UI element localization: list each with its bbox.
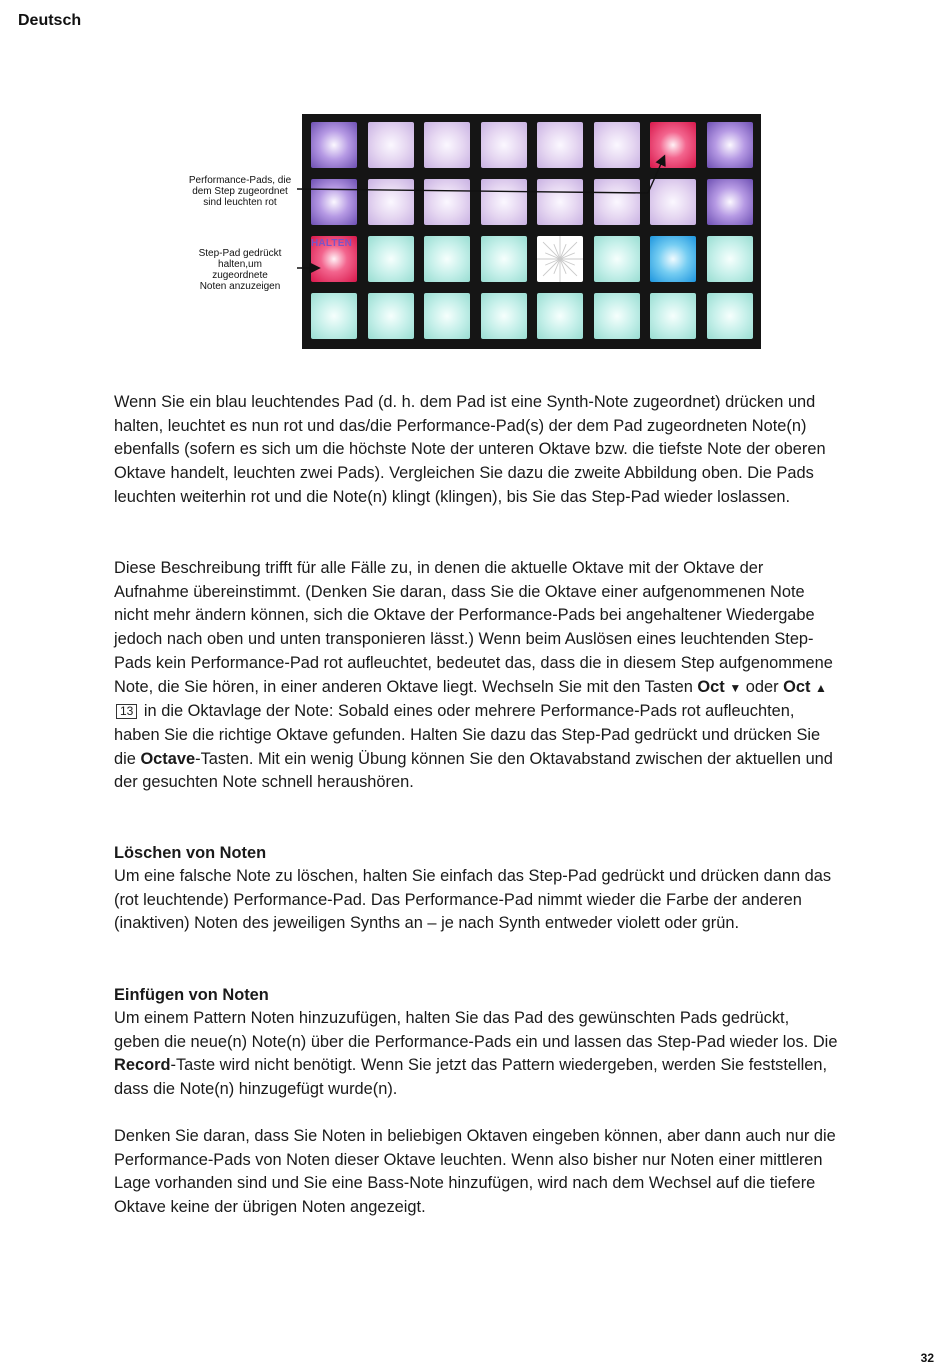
section-insert-text-b: -Taste wird nicht benötigt. Wenn Sie jetzt das Pattern wiedergeben, werden Sie feststellen, dass die Note(n) hinzugefügt wurde(n). (114, 1056, 828, 1099)
page-number: 32 (920, 1351, 934, 1365)
paragraph-2-text-b: in die Oktavlage der Note: Sobald eines oder mehrere Performance-Pads rot aufleuchten, haben Sie die richtige Oktave gefunden. Halten Sie dazu das Step-Pad gedrückt und drücken Sie die (114, 702, 821, 768)
section-heading-insert: Einfügen von Noten (114, 986, 269, 1004)
callout-line: Noten anzuzeigen (199, 281, 281, 292)
reference-number-box: 13 (116, 704, 137, 719)
paragraph-1-text: Wenn Sie ein blau leuchtendes Pad (d. h. dem Pad ist eine Synth-Note zugeordnet) drücken und halten, leuchtet es nun rot und das/die Performance-Pad(s) der dem Pad zugeordneten Note(n) ebenfalls (sofern es sich um die höchste Note der unteren Oktave bzw. die tiefste Note der oberen Oktave handelt, leuchten zwei Pads). Vergleichen Sie dazu die zweite Abbildung oben. Die Pads leuchten weiterhin rot und die Note(n) klingt (klingen), bis Sie das Step-Pad wieder loslassen. (114, 393, 826, 506)
section-delete-text (114, 865, 838, 936)
callout-line: zugeordnete (212, 270, 268, 281)
up-arrow-icon: ▲ (815, 680, 827, 695)
section-heading-delete: Löschen von Noten (114, 844, 267, 862)
or-word: oder (741, 677, 784, 696)
performance-arrow-horizontal (297, 189, 648, 193)
octave-key-label: Octave (140, 749, 196, 768)
language-label: Deutsch (18, 12, 82, 29)
callout-arrows (0, 0, 950, 380)
paragraph-1 (114, 391, 838, 510)
callout-line: dem Step zugeordnet (192, 186, 288, 197)
section-insert-paragraph-2: Denken Sie daran, dass Sie Noten in beliebigen Oktaven eingeben können, aber dann auch nur die Performance-Pads von Noten dieser Oktave leuchten. Wenn also bisher nur Noten einer mittleren Lage vorhanden sind und Sie eine Bass-Note hinzufügen, wird nach dem Wechsel auf die tiefere Oktave keine der übrigen Noten angezeigt. (114, 1127, 836, 1217)
paragraph-2 (114, 557, 838, 795)
section-insert-text-2 (114, 1125, 838, 1220)
callout-line: sind leuchten rot (203, 197, 277, 208)
oct-key-label: Oct (697, 677, 725, 696)
paragraph-2-text-a: Diese Beschreibung trifft für alle Fälle zu, in denen die aktuelle Oktave mit der Oktave der Aufnahme übereinstimmt. (Denken Sie daran, dass Sie die Oktave einer aufgenommenen Note nicht mehr ändern können, sich die Oktave der Performance-Pads bei angehaltener Wiedergabe jedoch nach oben und unten transponieren lässt.) Wenn beim Auslösen eines leuchtenden Step-Pads kein Performance-Pad rot aufleuchtet, bedeutet das, dass die in diesem Step aufgenommene Note, die Sie hören, in einer anderen Oktave liegt. Wechseln Sie mit den Tasten (114, 559, 833, 696)
section-insert-text-a: Um einem Pattern Noten hinzuzufügen, halten Sie das Pad des gewünschten Pads gedrückt, geben die neue(n) Note(n) über die Performance-Pads ein und lassen das Step-Pad wieder los. Die (114, 1009, 838, 1051)
record-key-label: Record (114, 1056, 171, 1075)
callout-line: Step-Pad gedrückt (198, 248, 282, 259)
down-arrow-icon: ▼ (729, 680, 742, 695)
performance-arrow-diagonal (648, 157, 664, 193)
section-delete-paragraph: Um eine falsche Note zu löschen, halten Sie einfach das Step-Pad gedrückt und drücken dann das (rot leuchtende) Performance-Pad. Das Performance-Pad nimmt wieder die Farbe der anderen (inaktiven) Noten des jeweiligen Synths an – je nach Synth entweder violett oder grün. (114, 867, 832, 933)
halten-label: HALTEN (311, 238, 353, 249)
callout-line: Performance-Pads, die (188, 175, 292, 186)
pad-grid-figure (0, 0, 950, 380)
oct-key-label: Oct (783, 677, 811, 696)
callout-line: halten,um (218, 259, 262, 270)
paragraph-2-text-c: -Tasten. Mit ein wenig Übung können Sie den Oktavabstand zwischen der aktuellen und der gesuchten Note schnell heraushören. (114, 749, 833, 792)
section-insert-text (114, 1007, 838, 1102)
